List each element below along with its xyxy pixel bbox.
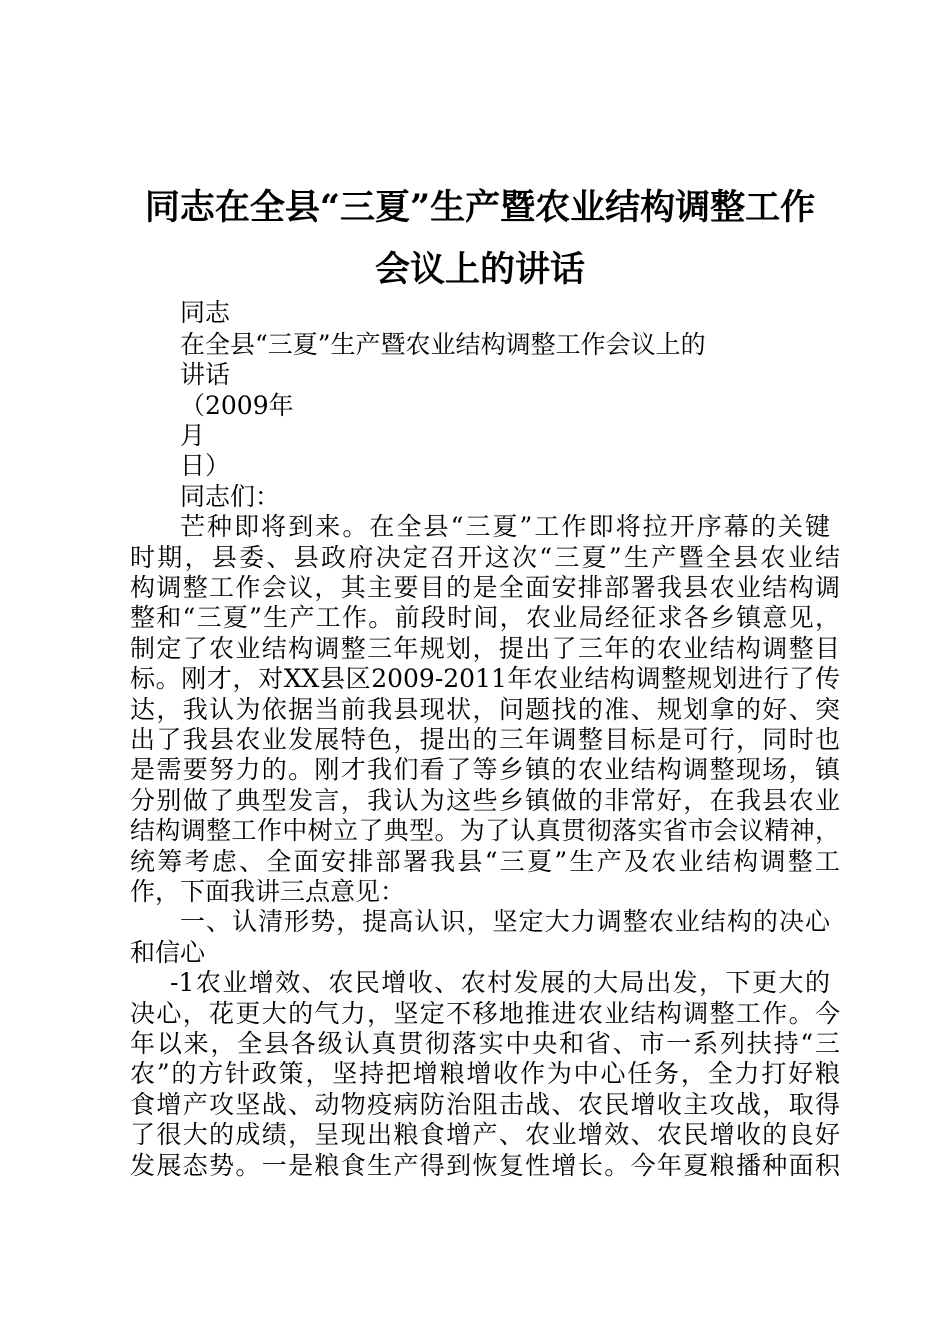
body-line: 芒种即将到来。在全县“三夏”工作即将拉开序幕的关键 bbox=[180, 512, 830, 541]
body-line: 构调整工作会议，其主要目的是全面安排部署我县农业结构调 bbox=[130, 573, 840, 602]
body-line: 统筹考虑、全面安排部署我县“三夏”生产及农业结构调整工 bbox=[130, 847, 840, 876]
body-line: 制定了农业结构调整三年规划，提出了三年的农业结构调整目 bbox=[130, 634, 840, 663]
body-line: 作，下面我讲三点意见： bbox=[130, 877, 406, 906]
body-line: 是需要努力的。刚才我们看了等乡镇的农业结构调整现场，镇 bbox=[130, 755, 840, 784]
document-title-line-1: 同志在全县“三夏”生产暨农业结构调整工作 bbox=[144, 187, 816, 228]
header-line: 同志 bbox=[180, 298, 231, 327]
header-line: 月 bbox=[180, 421, 206, 450]
salutation: 同志们： bbox=[180, 482, 281, 511]
body-line: 发展态势。一是粮食生产得到恢复性增长。今年夏粮播种面积 bbox=[130, 1151, 840, 1180]
body-line: -1农业增效、农民增收、农村发展的大局出发，下更大的 bbox=[170, 968, 830, 997]
body-line: 农”的方针政策，坚持把增粮增收作为中心任务，全力打好粮 bbox=[130, 1059, 840, 1088]
header-line: 在全县“三夏”生产暨农业结构调整工作会议上的 bbox=[180, 330, 706, 359]
header-line: 日） bbox=[180, 451, 231, 480]
section-heading: 一、认清形势，提高认识，坚定大力调整农业结构的决心 bbox=[180, 907, 830, 936]
body-line: 整和“三夏”生产工作。前段时间，农业局经征求各乡镇意见， bbox=[130, 603, 840, 632]
document-title-line-2: 会议上的讲话 bbox=[374, 249, 585, 290]
body-line: 食增产攻坚战、动物疫病防治阻击战、农民增收主攻战，取得 bbox=[130, 1090, 840, 1119]
body-line: 决心，花更大的气力，坚定不移地推进农业结构调整工作。今 bbox=[130, 999, 840, 1028]
body-line: 标。刚才，对XX县区2009-2011年农业结构调整规划进行了传 bbox=[130, 664, 840, 693]
header-line: （2009年 bbox=[180, 391, 294, 420]
header-line: 讲话 bbox=[180, 360, 231, 389]
body-line: 分别做了典型发言，我认为这些乡镇做的非常好，在我县农业 bbox=[130, 786, 840, 815]
section-heading-cont: 和信心 bbox=[130, 938, 206, 967]
body-line: 结构调整工作中树立了典型。为了认真贯彻落实省市会议精神， bbox=[130, 816, 840, 845]
body-line: 时期，县委、县政府决定召开这次“三夏”生产暨全县农业结 bbox=[130, 543, 840, 572]
body-line: 出了我县农业发展特色，提出的三年调整目标是可行，同时也 bbox=[130, 725, 840, 754]
body-line: 达，我认为依据当前我县现状，问题找的准、规划拿的好、突 bbox=[130, 695, 840, 724]
body-line: 年以来，全县各级认真贯彻落实中央和省、市一系列扶持“三 bbox=[130, 1029, 840, 1058]
body-line: 了很大的成绩，呈现出粮食增产、农业增效、农民增收的良好 bbox=[130, 1120, 840, 1149]
